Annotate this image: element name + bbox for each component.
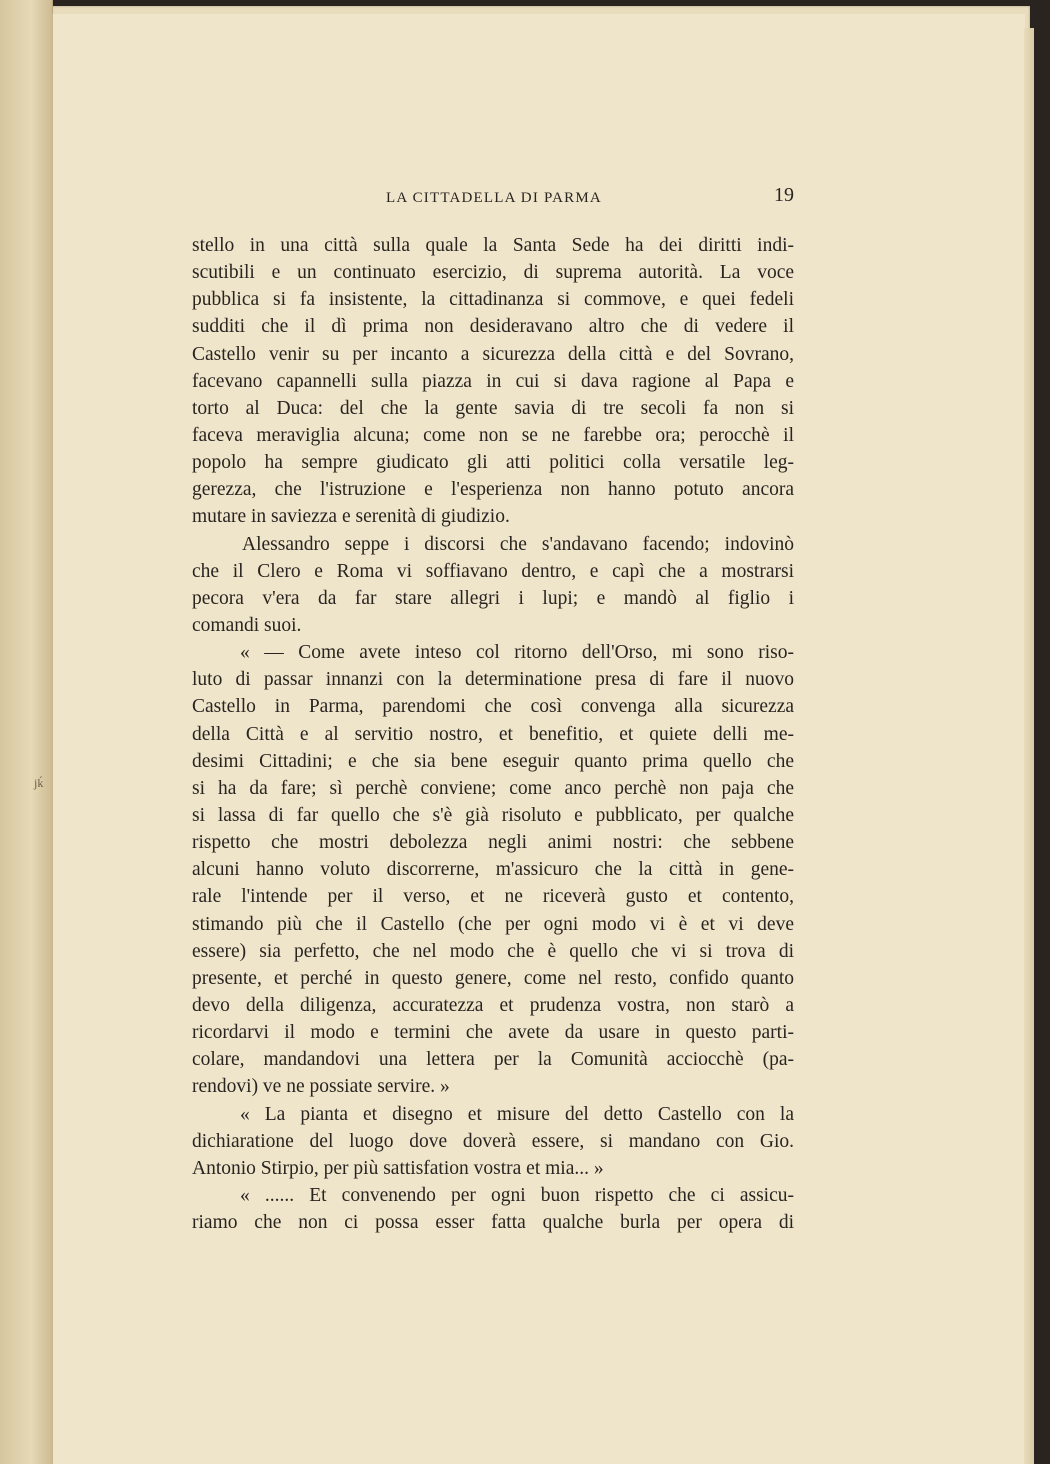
- text-line: sudditi che il dì prima non desideravano altro che di vedere il: [192, 316, 794, 338]
- text-line: colare, mandandovi una lettera per la Comunità acciocchè (pa-: [192, 1049, 794, 1071]
- text-line: della Città e al servitio nostro, et benefitio, et quiete delli me-: [192, 723, 794, 745]
- text-line: Alessandro seppe i discorsi che s'andavano facendo; indovinò: [242, 533, 794, 555]
- text-line: rale l'intende per il verso, et ne riceverà gusto et contento,: [192, 886, 794, 908]
- body-text: [192, 232, 794, 1236]
- text-line: Castello venir su per incanto a sicurezza della città e del Sovrano,: [192, 343, 794, 365]
- text-line: che il Clero e Roma vi soffiavano dentro, e capì che a mostrarsi: [192, 560, 794, 582]
- left-page-edge: [0, 0, 53, 1464]
- text-line: essere) sia perfetto, che nel modo che è quello che vi si trova di: [192, 940, 794, 962]
- text-line: stimando più che il Castello (che per ogni modo vi è et vi deve: [192, 913, 794, 935]
- text-line: « — Come avete inteso col ritorno dell'Orso, mi sono riso-: [240, 642, 794, 664]
- text-line: scutibili e un continuato esercizio, di suprema autorità. La voce: [192, 262, 794, 284]
- text-line: alcuni hanno voluto discorrerne, m'assicuro che la città in gene-: [192, 859, 794, 881]
- text-line: devo della diligenza, accuratezza et prudenza vostra, non starò a: [192, 994, 794, 1016]
- text-line: rendovi) ve ne possiate servire. »: [192, 1076, 450, 1098]
- text-line: presente, et perché in questo genere, come nel resto, confido quanto: [192, 967, 794, 989]
- running-title: LA CITTADELLA DI PARMA: [386, 190, 602, 206]
- text-line: Antonio Stirpio, per più sattisfation vostra et mia... »: [192, 1157, 604, 1179]
- text-line: riamo che non ci possa esser fatta qualche burla per opera di: [192, 1212, 794, 1234]
- text-line: gerezza, che l'istruzione e l'esperienza non hanno potuto ancora: [192, 479, 794, 501]
- text-line: « La pianta et disegno et misure del detto Castello con la: [240, 1103, 794, 1125]
- text-line: comandi suoi.: [192, 614, 302, 636]
- page-number: 19: [774, 184, 794, 206]
- text-line: facevano capannelli sulla piazza in cui si dava ragione al Papa e: [192, 370, 794, 392]
- margin-annotation: jḱ: [34, 776, 44, 790]
- text-line: rispetto che mostri debolezza negli animi nostri: che sebbene: [192, 832, 794, 854]
- text-line: popolo ha sempre giudicato gli atti politici colla versatile leg-: [192, 452, 794, 474]
- text-line: pubblica si fa insistente, la cittadinanza si commove, e quei fedeli: [192, 289, 794, 311]
- text-line: stello in una città sulla quale la Santa Sede ha dei diritti indi-: [192, 235, 794, 256]
- text-line: mutare in saviezza e serenità di giudizio.: [192, 506, 510, 528]
- text-line: dichiaratione del luogo dove doverà essere, si mandano con Gio.: [192, 1130, 794, 1152]
- text-line: luto di passar innanzi con la determinatione presa di fare il nuovo: [192, 669, 794, 691]
- text-line: torto al Duca: del che la gente savia di tre secoli fa non si: [192, 397, 794, 419]
- text-line: « ...... Et convenendo per ogni buon rispetto che ci assicu-: [240, 1184, 794, 1206]
- text-line: faceva meraviglia alcuna; come non se ne farebbe ora; perocchè il: [192, 424, 794, 446]
- text-line: si ha da fare; sì perchè conviene; come anco perchè non paja che: [192, 777, 794, 799]
- text-line: desimi Cittadini; e che sia bene eseguir quanto prima quello che: [192, 750, 794, 772]
- text-line: si lassa di far quello che s'è già risoluto e pubblicato, per qualche: [192, 804, 794, 826]
- right-page-edge: [1024, 28, 1034, 1464]
- text-line: Castello in Parma, parendomi che così convenga alla sicurezza: [192, 696, 794, 718]
- text-line: ricordarvi il modo e termini che avete da usare in questo parti-: [192, 1022, 794, 1044]
- text-line: pecora v'era da far stare allegri i lupi; e mandò al figlio i: [192, 587, 794, 609]
- page-header: [192, 184, 796, 212]
